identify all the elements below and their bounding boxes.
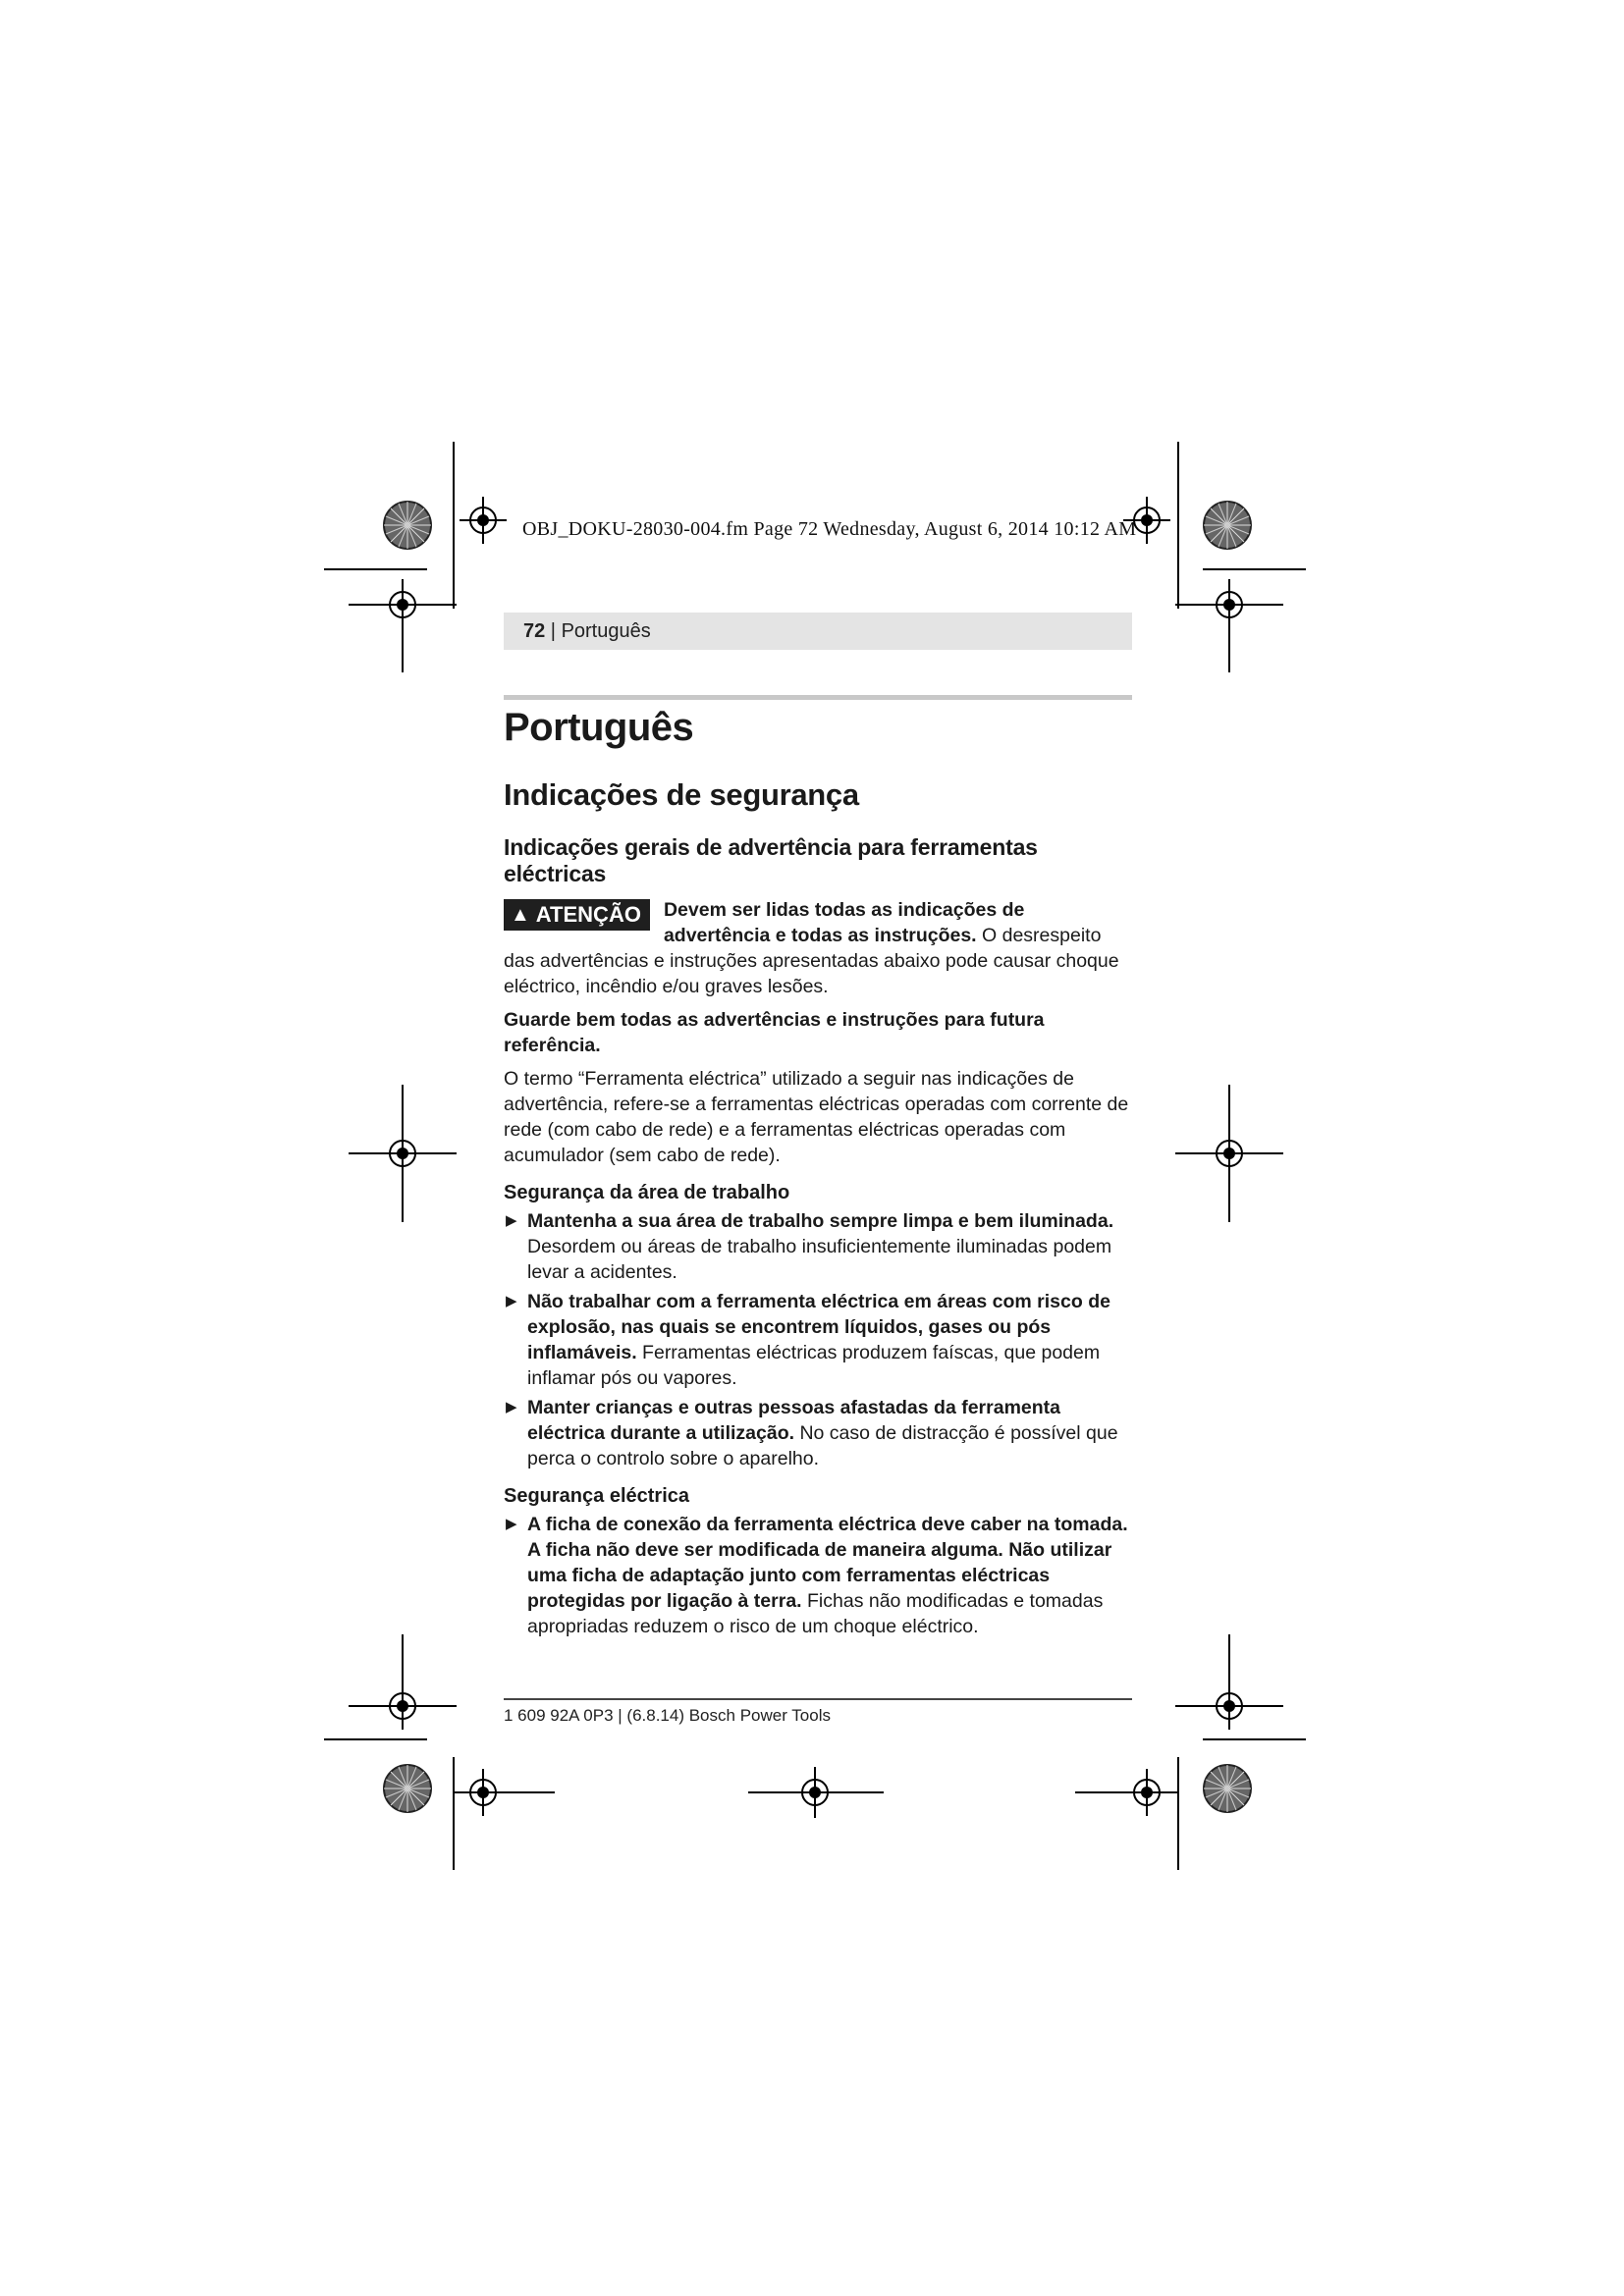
page-title: Português — [504, 706, 694, 749]
warning-badge — [504, 899, 650, 931]
bullet-arrow-icon: ▶ — [506, 1293, 517, 1309]
term-paragraph: O termo “Ferramenta eléctrica” utilizado a seguir nas indicações de advertência, refere-se a ferramentas eléctricas operadas com corrente de rede (com cabo de rede) e a ferramentas eléctricas operadas com acumulador (sem cabo de rede). — [504, 1068, 1129, 1166]
subsection-heading: Indicações gerais de advertência para ferramentas eléctricas — [504, 834, 1038, 886]
page-footer: 1 609 92A 0P3 | (6.8.14) Bosch Power Tools — [504, 1698, 1132, 1726]
page-content — [504, 613, 1132, 1639]
electrical-heading: Segurança eléctrica — [504, 1485, 689, 1507]
bullet-arrow-icon: ▶ — [506, 1399, 517, 1415]
warning-block — [504, 897, 1132, 999]
list-item: ▶ Manter crianças e outras pessoas afastadas da ferramenta eléctrica durante a utilização. No caso de distracção é possível que perca o controlo sobre o aparelho. — [506, 1397, 1118, 1469]
title-rule — [504, 695, 1132, 700]
work-area-heading: Segurança da área de trabalho — [504, 1182, 790, 1203]
page-header — [504, 613, 1132, 650]
keep-notice: Guarde bem todas as advertências e instruções para futura referência. — [504, 1009, 1045, 1056]
warning-triangle-icon: ▲ — [511, 903, 530, 926]
print-slug: OBJ_DOKU-28030-004.fm Page 72 Wednesday, August 6, 2014 10:12 AM — [522, 518, 1137, 540]
list-item: ▶ Mantenha a sua área de trabalho sempre limpa e bem iluminada. Desordem ou áreas de trabalho insuficientemente iluminadas podem levar a acidentes. — [506, 1210, 1114, 1283]
warning-badge-label: ATENÇÃO — [535, 902, 641, 927]
warning-bold: Devem ser lidas todas as indicações de advertência e todas as instruções. — [663, 899, 1025, 946]
header-separator: | — [545, 619, 562, 642]
header-section: Português — [561, 619, 651, 642]
bullet-arrow-icon: ▶ — [506, 1212, 517, 1229]
list-item: ▶ Não trabalhar com a ferramenta eléctrica em áreas com risco de explosão, nas quais se encontrem líquidos, gases ou pós inflamáveis. Ferramentas eléctricas produzem faíscas, que podem inflamar pós ou vapores. — [506, 1291, 1110, 1389]
page-number: 72 — [523, 619, 546, 642]
list-item: ▶ A ficha de conexão da ferramenta eléctrica deve caber na tomada. A ficha não deve ser modificada de maneira alguma. Não utilizar uma ficha de adaptação junto com ferramentas eléctricas protegidas por ligação à terra. Fichas não modificadas e tomadas apropriadas reduzem o risco de um choque eléctrico. — [506, 1514, 1128, 1637]
warning-text: O desrespeito das advertências e instruções apresentadas abaixo pode causar choque eléctrico, incêndio e/ou graves lesões. — [504, 925, 1119, 997]
section-heading: Indicações de segurança — [504, 777, 859, 812]
bullet-arrow-icon: ▶ — [506, 1516, 517, 1532]
